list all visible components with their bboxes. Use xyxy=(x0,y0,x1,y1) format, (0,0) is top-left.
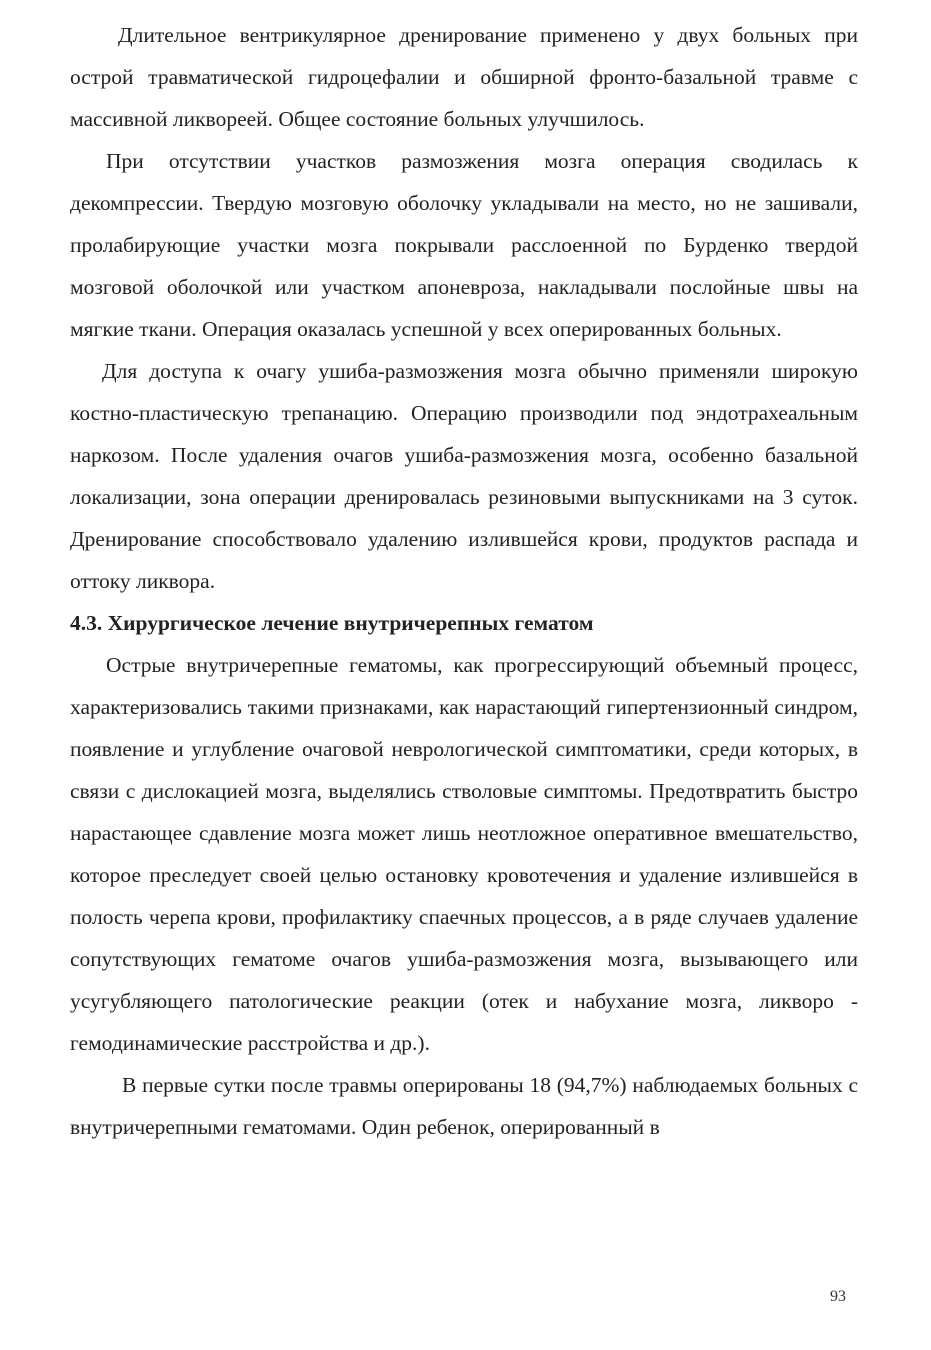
page-number: 93 xyxy=(830,1288,846,1305)
paragraph-decompression: При отсутствии участков размозжения мозга операция сводилась к декомпрессии. Твердую мозговую оболочку укладывали на место, но не зашивали, пролабирующие участки мозга покрывали расслоенной по Бурденко твердой мозговой оболочкой или участком апоневроза, накладывали послойные швы на мягкие ткани. Операция оказалась успешной у всех оперированных больных. xyxy=(70,149,858,341)
document-page xyxy=(70,14,858,1148)
section-heading: 4.3. Хирургическое лечение внутричерепных гематом xyxy=(70,611,594,635)
paragraph-trepanation: Для доступа к очагу ушиба-размозжения мозга обычно применяли широкую костно-пластическую трепанацию. Операцию производили под эндотрахеальным наркозом. После удаления очагов ушиба-размозжения мозга, особенно базальной локализации, зона операции дренировалась резиновыми выпускниками на 3 суток. Дренирование способствовало удалению излившейся крови, продуктов распада и оттоку ликвора. xyxy=(70,359,858,593)
paragraph-ventricular-drainage: Длительное вентрикулярное дренирование применено у двух больных при острой травматической гидроцефалии и обширной фронто-базальной травме с массивной ликвореей. Общее состояние больных улучшилось. xyxy=(70,23,858,131)
paragraph-first-day-surgery: В первые сутки после травмы оперированы 18 (94,7%) наблюдаемых больных с внутричерепными гематомами. Один ребенок, оперированный в xyxy=(70,1073,858,1139)
paragraph-hematomas: Острые внутричерепные гематомы, как прогрессирующий объемный процесс, характеризовались такими признаками, как нарастающий гипертензионный синдром, появление и углубление очаговой неврологической симптоматики, среди которых, в связи с дислокацией мозга, выделялись стволовые симптомы. Предотвратить быстро нарастающее сдавление мозга может лишь неотложное оперативное вмешательство, которое преследует своей целью остановку кровотечения и удаление излившейся в полость черепа крови, профилактику спаечных процессов, а в ряде случаев удаление сопутствующих гематоме очагов ушиба-размозжения мозга, вызывающего или усугубляющего патологические реакции (отек и набухание мозга, ликворо - гемодинамические расстройства и др.). xyxy=(70,653,858,1055)
